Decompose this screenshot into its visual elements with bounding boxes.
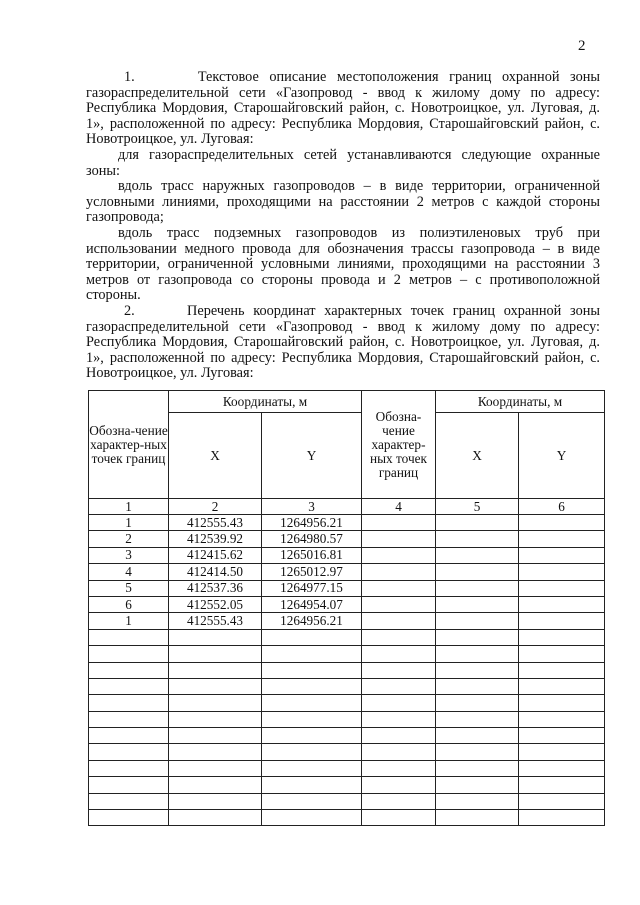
table-cell: [436, 596, 519, 612]
table-cell: 2: [89, 531, 169, 547]
table-cell: [362, 629, 436, 645]
table-cell: 1264956.21: [262, 613, 362, 629]
table-row: [89, 662, 605, 678]
table-cell: 412537.36: [169, 580, 262, 596]
table-row: [89, 678, 605, 694]
table-cell: [169, 662, 262, 678]
table-cell: [362, 662, 436, 678]
table-cell: [89, 678, 169, 694]
paragraph-4: вдоль трасс подземных газопроводов из полиэтиленовых труб при использовании медного провода для обозначения трассы газопровода – в виде территории, ограниченной условными линиями, проходящими на расстоянии 3 метров от газопровода со стороны провода и 2 метров – с противоположной стороны.: [86, 224, 600, 304]
table-cell: [436, 793, 519, 809]
table-cell: [519, 531, 605, 547]
table-cell: [436, 695, 519, 711]
table-cell: [436, 678, 519, 694]
table-cell: 412555.43: [169, 515, 262, 531]
table-cell: [169, 760, 262, 776]
table-cell: [436, 613, 519, 629]
table-cell: [262, 810, 362, 826]
table-cell: [362, 760, 436, 776]
table-cell: [519, 580, 605, 596]
document-text: [86, 70, 600, 382]
table-cell: 412414.50: [169, 564, 262, 580]
header-x-right: X: [436, 413, 519, 499]
table-cell: [262, 777, 362, 793]
table-cell: [89, 744, 169, 760]
header-coordinates-right: Координаты, м: [436, 391, 605, 413]
table-cell: [362, 646, 436, 662]
table-cell: [89, 646, 169, 662]
table-row: [89, 515, 605, 531]
table-cell: 1: [89, 515, 169, 531]
table-cell: [436, 711, 519, 727]
table-cell: [262, 728, 362, 744]
table-cell: [362, 580, 436, 596]
table-cell: [519, 596, 605, 612]
table-cell: [519, 744, 605, 760]
table-cell: [362, 531, 436, 547]
table-cell: 412539.92: [169, 531, 262, 547]
table-cell: [89, 629, 169, 645]
header-y-right: Y: [519, 413, 605, 499]
table-row: [89, 760, 605, 776]
column-number: 3: [262, 499, 362, 515]
table-cell: [362, 596, 436, 612]
table-cell: 1265016.81: [262, 547, 362, 563]
table-cell: [362, 515, 436, 531]
table-cell: [362, 613, 436, 629]
column-number: 5: [436, 499, 519, 515]
table-cell: 1264956.21: [262, 515, 362, 531]
table-cell: [262, 662, 362, 678]
table-cell: [436, 760, 519, 776]
table-cell: [262, 629, 362, 645]
table-cell: [262, 646, 362, 662]
table-cell: [89, 777, 169, 793]
table-row: [89, 613, 605, 629]
table-cell: [169, 728, 262, 744]
table-cell: [519, 662, 605, 678]
table-cell: 4: [89, 564, 169, 580]
table-cell: 412552.05: [169, 596, 262, 612]
table-row: [89, 564, 605, 580]
table-cell: [169, 810, 262, 826]
table-cell: 1264980.57: [262, 531, 362, 547]
table-cell: 1265012.97: [262, 564, 362, 580]
table-cell: [436, 810, 519, 826]
table-cell: [169, 744, 262, 760]
table-cell: [436, 777, 519, 793]
paragraph-5: 2. Перечень координат характерных точек границ охранной зоны газораспределительной сети «Газопровод - ввод к жилому дому по адресу: Республика Мордовия, Старошайговский район, с. Новотроицкое, ул. Луговая, д. 1», расположенной по адресу: Республика Мордовия, Старошайговский район, с. Новотроицкое, ул. Луговая:: [86, 302, 600, 382]
table-cell: [362, 695, 436, 711]
table-cell: [362, 810, 436, 826]
paragraph-3: вдоль трасс наружных газопроводов – в виде территории, ограниченной условными линиями, проходящими на расстоянии 2 метров с каждой стороны газопровода;: [86, 178, 600, 226]
table-row: [89, 531, 605, 547]
table-cell: [89, 793, 169, 809]
table-cell: [519, 760, 605, 776]
table-cell: [362, 711, 436, 727]
table-cell: [89, 695, 169, 711]
column-number: 1: [89, 499, 169, 515]
table-cell: [89, 760, 169, 776]
table-cell: [519, 678, 605, 694]
table-cell: [89, 810, 169, 826]
table-cell: [519, 777, 605, 793]
header-designation-left: Обозна-чение характер-ных точек границ: [89, 391, 169, 499]
table-cell: [262, 760, 362, 776]
table-cell: [519, 810, 605, 826]
table-row: [89, 711, 605, 727]
header-y-left: Y: [262, 413, 362, 499]
column-number: 6: [519, 499, 605, 515]
table-cell: [362, 728, 436, 744]
table-cell: [169, 646, 262, 662]
table-cell: 412415.62: [169, 547, 262, 563]
table-cell: [436, 646, 519, 662]
table-cell: [519, 564, 605, 580]
table-cell: [519, 793, 605, 809]
paragraph-2: для газораспределительных сетей устанавливаются следующие охранные зоны:: [86, 146, 600, 179]
table-cell: [262, 744, 362, 760]
table-cell: [262, 678, 362, 694]
table-cell: 1: [89, 613, 169, 629]
table-cell: [89, 662, 169, 678]
table-cell: [169, 793, 262, 809]
table-cell: [519, 613, 605, 629]
table-cell: [362, 744, 436, 760]
column-number: 2: [169, 499, 262, 515]
table-row: [89, 777, 605, 793]
coordinates-table: [88, 390, 605, 826]
table-row: [89, 646, 605, 662]
table-cell: [519, 695, 605, 711]
table-cell: [436, 564, 519, 580]
table-cell: [436, 547, 519, 563]
table-cell: [262, 793, 362, 809]
table-cell: [436, 580, 519, 596]
table-cell: [436, 629, 519, 645]
table-cell: [519, 547, 605, 563]
table-cell: [362, 564, 436, 580]
table-cell: [519, 515, 605, 531]
table-cell: 412555.43: [169, 613, 262, 629]
table-cell: 1264954.07: [262, 596, 362, 612]
table-cell: [169, 629, 262, 645]
header-x-left: X: [169, 413, 262, 499]
table-cell: [169, 678, 262, 694]
table-row: [89, 580, 605, 596]
table-cell: [436, 515, 519, 531]
column-number: 4: [362, 499, 436, 515]
table-cell: 3: [89, 547, 169, 563]
table-cell: [262, 695, 362, 711]
table-cell: [436, 531, 519, 547]
table-cell: [436, 728, 519, 744]
table-row: [89, 596, 605, 612]
header-designation-right: Обозна-чение характер-ных точек границ: [362, 391, 436, 499]
table-cell: [169, 695, 262, 711]
table-cell: [436, 662, 519, 678]
column-number-row: [89, 499, 605, 515]
table-cell: [169, 711, 262, 727]
table-cell: [89, 728, 169, 744]
table-row: [89, 728, 605, 744]
table-cell: 6: [89, 596, 169, 612]
header-coordinates-left: Координаты, м: [169, 391, 362, 413]
paragraph-1: 1. Текстовое описание местоположения границ охранной зоны газораспределительной сети «Газопровод - ввод к жилому дому по адресу: Республика Мордовия, Старошайговский район, с. Новотроицкое, ул. Луговая, д. 1», расположенной по адресу: Республика Мордовия, Старошайговский район, с. Новотроицкое, ул. Луговая:: [86, 69, 600, 148]
table-cell: [89, 711, 169, 727]
table-row: [89, 695, 605, 711]
table-cell: [362, 777, 436, 793]
table-row: [89, 547, 605, 563]
table-cell: [436, 744, 519, 760]
table-cell: [169, 777, 262, 793]
page-number: 2: [578, 38, 586, 54]
table-cell: [519, 728, 605, 744]
table-row: [89, 793, 605, 809]
table-cell: [362, 678, 436, 694]
table-row: [89, 810, 605, 826]
table-row: [89, 629, 605, 645]
table-cell: [519, 629, 605, 645]
table-cell: [362, 547, 436, 563]
table-cell: 1264977.15: [262, 580, 362, 596]
table-cell: 5: [89, 580, 169, 596]
table-row: [89, 744, 605, 760]
table-cell: [519, 646, 605, 662]
table-cell: [519, 711, 605, 727]
table-cell: [362, 793, 436, 809]
table-cell: [262, 711, 362, 727]
